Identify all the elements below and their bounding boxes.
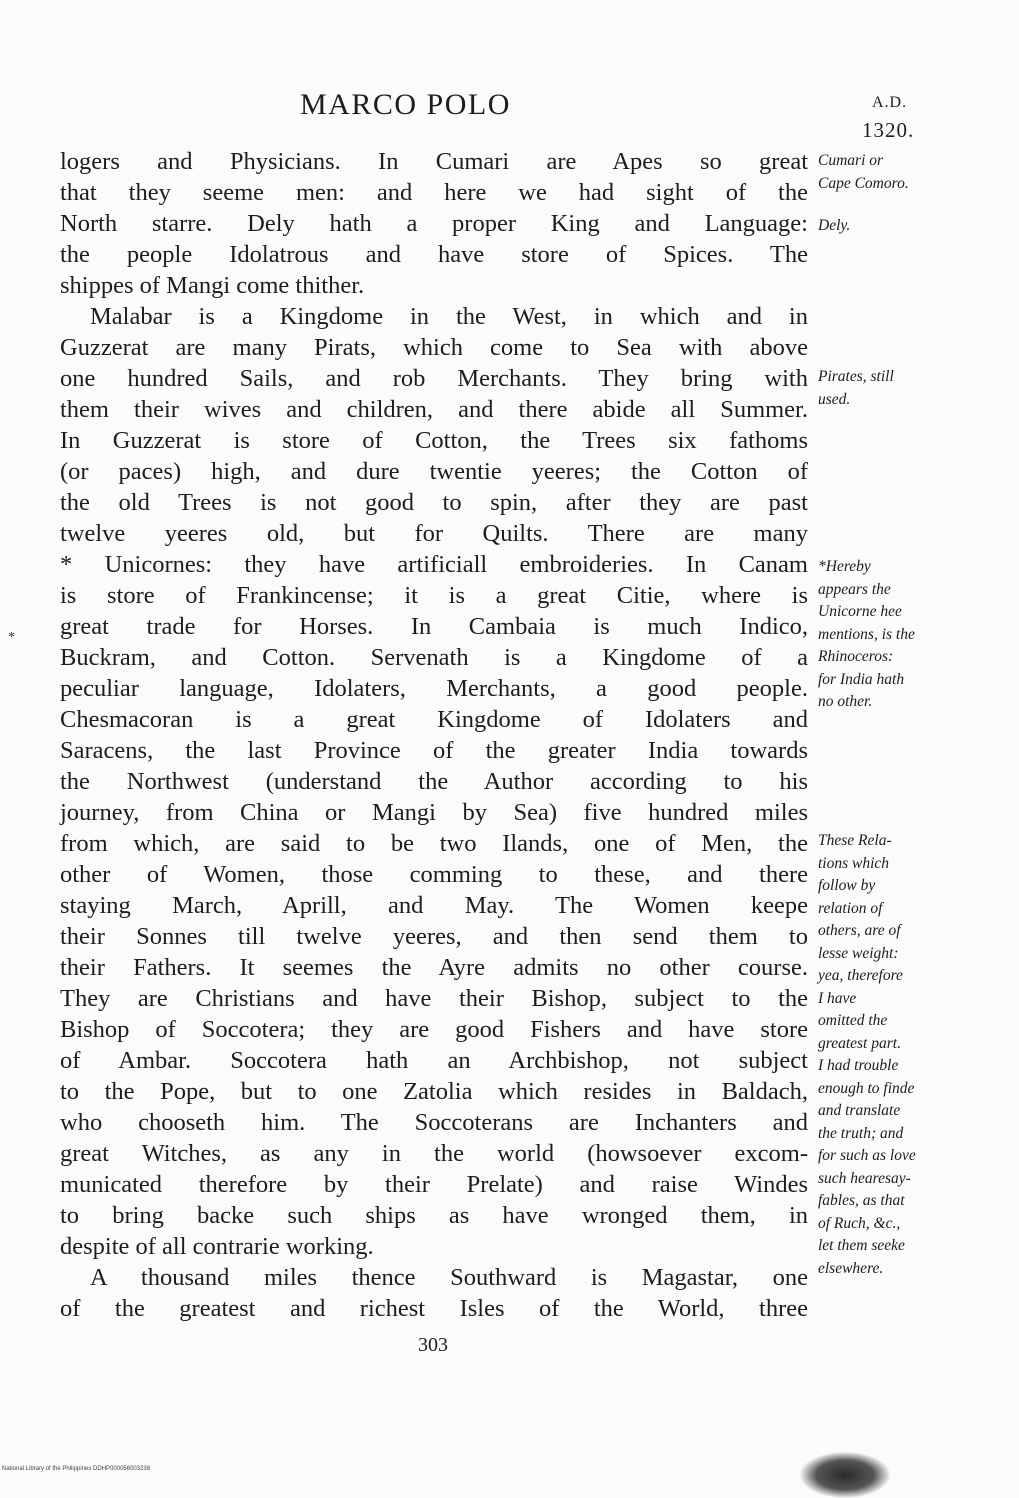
text-line: logers and Physicians. In Cumari are Apes so great (60, 148, 808, 175)
margin-line: enough to finde (818, 1079, 915, 1097)
body-text (60, 146, 808, 1324)
text-line: Chesmacoran is a great Kingdome of Idolaters and (60, 706, 808, 733)
text-line: journey, from China or Mangi by Sea) five hundred miles (60, 799, 808, 826)
text-line: them their wives and children, and there abide all Summer. (60, 396, 808, 423)
text-line: They are Christians and have their Bishop, subject to the (60, 985, 808, 1012)
stray-print-mark: * (8, 630, 15, 645)
margin-line: *Hereby (818, 558, 871, 575)
text-line: In Guzzerat is store of Cotton, the Trees six fathoms (60, 427, 808, 454)
scan-credit: National Library of the Philippines DDHP000056003238 (2, 1466, 151, 1472)
margin-line: such hearesay- (818, 1169, 911, 1187)
year-label: 1320. (862, 118, 915, 142)
margin-line: I have (818, 989, 857, 1007)
text-line: Buckram, and Cotton. Servenath is a Kingdome of a (60, 644, 808, 671)
margin-line: These Rela- (818, 832, 892, 849)
text-line: one hundred Sails, and rob Merchants. They bring with (60, 365, 808, 392)
margin-note-relations (818, 830, 1008, 1280)
margin-line: follow by (818, 877, 876, 894)
text-line: Bishop of Soccotera; they are good Fishers and have store (60, 1016, 808, 1043)
margin-line: omitted the (818, 1012, 888, 1029)
margin-line: for such as love (818, 1147, 916, 1164)
scan-shadow (800, 1452, 890, 1498)
text-line: municated therefore by their Prelate) and raise Windes (60, 1171, 808, 1198)
text-line: other of Women, those comming to these, and there (60, 861, 808, 888)
text-line: of Ambar. Soccotera hath an Archbishop, not subject (60, 1047, 808, 1074)
margin-line: Dely. (818, 217, 851, 234)
text-line: the old Trees is not good to spin, after they are past (60, 489, 808, 516)
text-line: * Unicornes: they have artificiall embroideries. In Canam (60, 551, 808, 578)
text-line: (or paces) high, and dure twentie yeeres; the Cotton of (60, 458, 808, 485)
text-line: their Fathers. It seemes the Ayre admits no other course. (60, 954, 808, 981)
page-number: 303 (418, 1334, 448, 1356)
text-line: is store of Frankincense; it is a great Citie, where is (60, 582, 808, 609)
text-line: great trade for Horses. In Cambaia is much Indico, (60, 613, 808, 640)
margin-line: tions which (818, 854, 890, 872)
margin-line: appears the (818, 580, 891, 598)
text-line: A thousand miles thence Southward is Magastar, one (90, 1264, 808, 1291)
margin-line: fables, as that (818, 1192, 905, 1209)
text-line: their Sonnes till twelve yeeres, and then send them to (60, 923, 808, 950)
text-line: who chooseth him. The Soccoterans are Inchanters and (60, 1109, 808, 1136)
margin-line: yea, therefore (818, 967, 903, 984)
text-line: staying March, Aprill, and May. The Women keepe (60, 892, 808, 919)
margin-line: lesse weight: (818, 944, 899, 962)
margin-line: relation of (818, 899, 883, 917)
margin-line: elsewhere. (818, 1259, 884, 1277)
margin-note-pirates (818, 366, 1008, 411)
text-line: the people Idolatrous and have store of Spices. The (60, 241, 808, 268)
text-line: great Witches, as any in the world (howsoever excom- (60, 1140, 808, 1167)
margin-line: and translate (818, 1102, 901, 1119)
text-line: twelve yeeres old, but for Quilts. There are many (60, 520, 808, 547)
margin-note-unicorn (818, 556, 1008, 714)
text-line: peculiar language, Idolaters, Merchants, a good people. (60, 675, 808, 702)
margin-line: Unicorne hee (818, 603, 902, 620)
margin-line: greatest part. (818, 1034, 901, 1052)
running-title: MARCO POLO (300, 88, 511, 121)
margin-line: mentions, is the (818, 625, 915, 643)
margin-line: used. (818, 390, 851, 408)
text-line: to the Pope, but to one Zatolia which resides in Baldach, (60, 1078, 808, 1105)
text-line: Malabar is a Kingdome in the West, in which and in (90, 303, 808, 330)
text-line: to bring backe such ships as have wronged them, in (60, 1202, 808, 1229)
margin-line: for India hath (818, 670, 905, 688)
text-line: Guzzerat are many Pirats, which come to Sea with above (60, 334, 808, 361)
margin-line: of Ruch, &c., (818, 1214, 901, 1232)
text-line: Saracens, the last Province of the greater India towards (60, 737, 808, 764)
era-label: A.D. (872, 94, 908, 111)
margin-line: Pirates, still (818, 368, 894, 385)
text-line: shippes of Mangi come thither. (60, 272, 365, 299)
margin-line: the truth; and (818, 1124, 904, 1142)
text-line: North starre. Dely hath a proper King and Language: (60, 210, 808, 237)
margin-line: others, are of (818, 922, 901, 939)
margin-note-dely (818, 215, 1008, 238)
text-line: despite of all contrarie working. (60, 1233, 374, 1260)
margin-line: let them seeke (818, 1237, 905, 1254)
margin-line: no other. (818, 693, 873, 710)
margin-line: Cape Comoro. (818, 174, 909, 192)
margin-note-cumari (818, 150, 1008, 195)
text-line: that they seeme men: and here we had sight of the (60, 179, 808, 206)
text-line: the Northwest (understand the Author according to his (60, 768, 808, 795)
margin-line: Cumari or (818, 152, 884, 169)
text-line: from which, are said to be two Ilands, one of Men, the (60, 830, 808, 857)
margin-line: I had trouble (818, 1057, 899, 1074)
text-line: of the greatest and richest Isles of the World, three (60, 1295, 808, 1322)
margin-line: Rhinoceros: (818, 648, 894, 665)
